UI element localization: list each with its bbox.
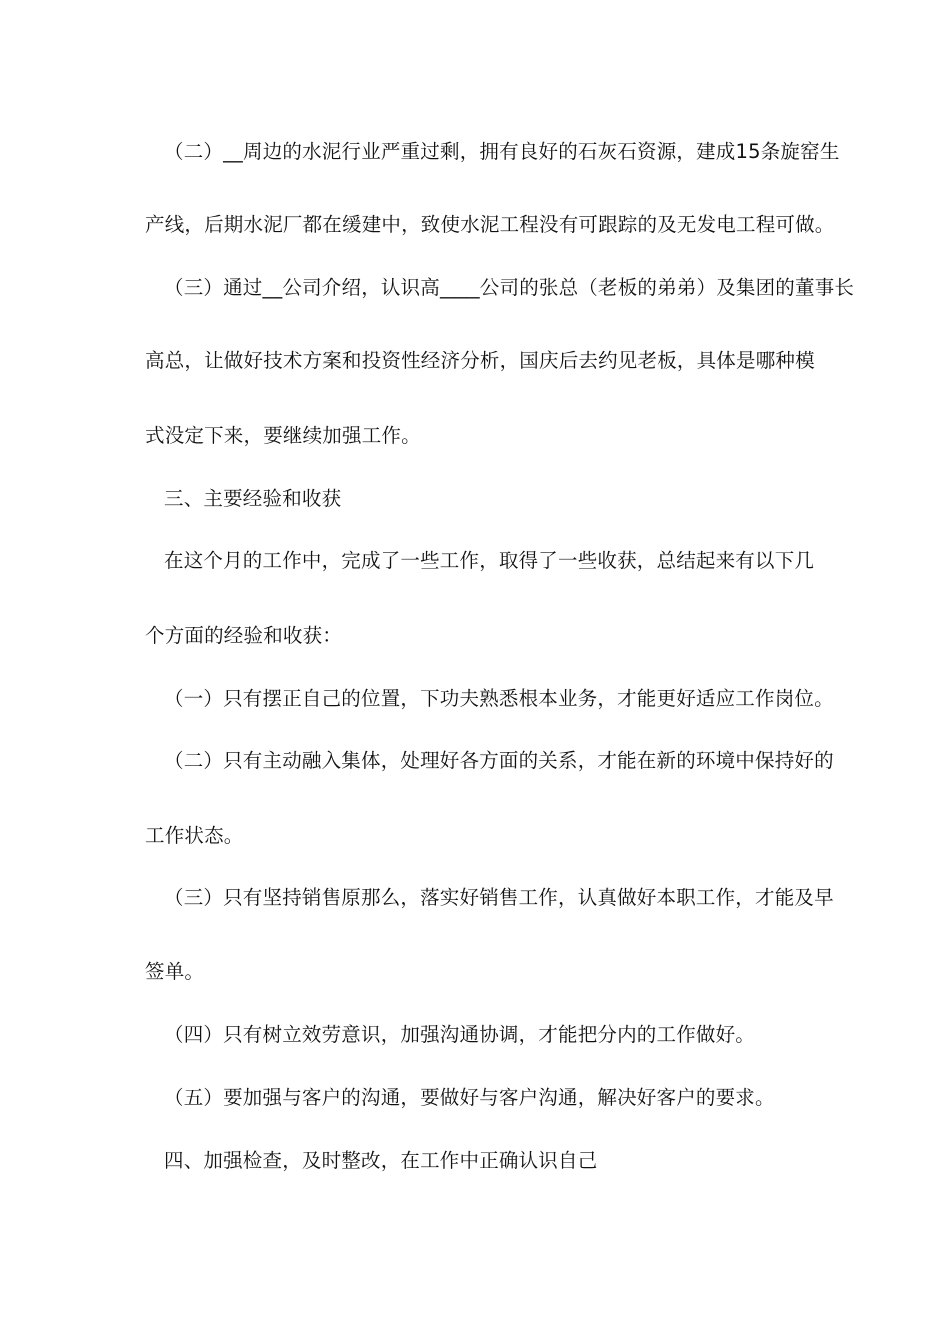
paragraph-line: （二）__周边的水泥行业严重过剩，拥有良好的石灰石资源，建成15条旋窑生 — [164, 140, 840, 163]
list-item: （三）只有坚持销售原那么，落实好销售工作，认真做好本职工作，才能及早 — [164, 886, 834, 909]
list-item: （一）只有摆正自己的位置，下功夫熟悉根本业务，才能更好适应工作岗位。 — [164, 687, 834, 710]
paragraph-line: 高总，让做好技术方案和投资性经济分析，国庆后去约见老板，具体是哪种模 — [145, 349, 815, 372]
paragraph-line: 工作状态。 — [145, 824, 244, 847]
list-item: （五）要加强与客户的沟通，要做好与客户沟通，解决好客户的要求。 — [164, 1086, 775, 1109]
list-item: （四）只有树立效劳意识，加强沟通协调，才能把分内的工作做好。 — [164, 1023, 756, 1046]
paragraph-line: （三）通过__公司介绍，认识高____公司的张总（老板的弟弟）及集团的董事长 — [164, 276, 855, 299]
paragraph-line: 在这个月的工作中，完成了一些工作，取得了一些收获，总结起来有以下几 — [164, 549, 815, 572]
paragraph-line: 产线，后期水泥厂都在缓建中，致使水泥工程没有可跟踪的及无发电工程可做。 — [145, 213, 835, 236]
paragraph-line: 签单。 — [145, 960, 205, 983]
list-item: （二）只有主动融入集体，处理好各方面的关系，才能在新的环境中保持好的 — [164, 749, 834, 772]
section-heading: 四、加强检查，及时整改，在工作中正确认识自己 — [164, 1149, 598, 1172]
paragraph-line: 式没定下来，要继续加强工作。 — [145, 424, 421, 447]
section-heading: 三、主要经验和收获 — [164, 487, 342, 510]
paragraph-line: 个方面的经验和收获： — [145, 624, 343, 647]
